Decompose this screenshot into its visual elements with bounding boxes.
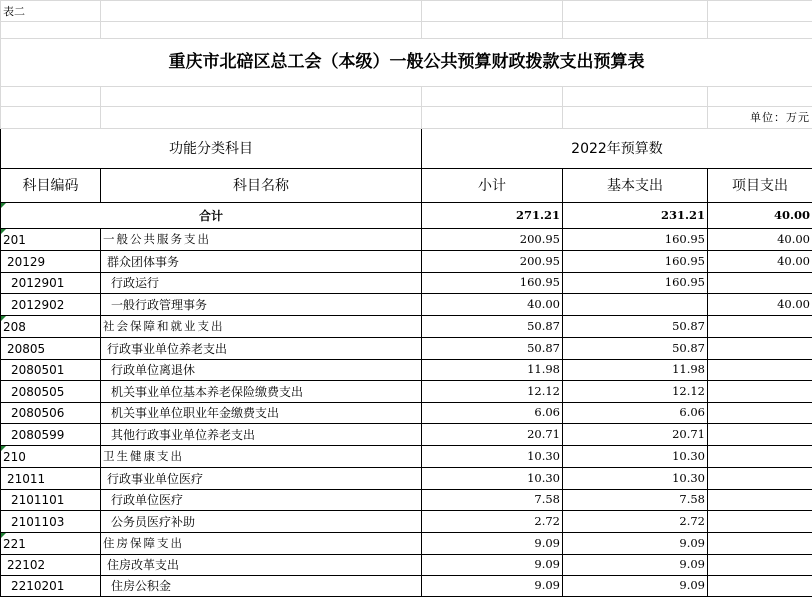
- sheet-label-row: [1, 1, 812, 22]
- row-basic[interactable]: 6.06: [563, 403, 708, 424]
- row-project[interactable]: [708, 338, 812, 360]
- row-name[interactable]: 其他行政事业单位养老支出: [101, 424, 422, 446]
- row-project[interactable]: [708, 576, 812, 597]
- row-subtotal[interactable]: 6.06: [422, 403, 563, 424]
- row-basic[interactable]: 10.30: [563, 468, 708, 490]
- row-code[interactable]: 2080599: [1, 424, 101, 446]
- row-code[interactable]: 20805: [1, 338, 101, 360]
- row-name[interactable]: 一般行政管理事务: [101, 294, 422, 316]
- row-basic[interactable]: 9.09: [563, 555, 708, 576]
- total-basic[interactable]: 231.21: [563, 203, 708, 229]
- header-code[interactable]: 科目编码: [1, 169, 101, 203]
- header-subtotal[interactable]: 小计: [422, 169, 563, 203]
- header-basic[interactable]: 基本支出: [563, 169, 708, 203]
- row-code[interactable]: 2101103: [1, 511, 101, 533]
- table-row: [1, 316, 812, 338]
- row-name[interactable]: 行政运行: [101, 273, 422, 294]
- row-basic[interactable]: 9.09: [563, 576, 708, 597]
- row-basic[interactable]: 50.87: [563, 338, 708, 360]
- row-basic[interactable]: 12.12: [563, 381, 708, 403]
- row-name[interactable]: 行政事业单位养老支出: [101, 338, 422, 360]
- table-row: [1, 511, 812, 533]
- row-basic[interactable]: 2.72: [563, 511, 708, 533]
- row-subtotal[interactable]: 20.71: [422, 424, 563, 446]
- row-subtotal[interactable]: 12.12: [422, 381, 563, 403]
- row-subtotal[interactable]: 200.95: [422, 251, 563, 273]
- row-subtotal[interactable]: 2.72: [422, 511, 563, 533]
- row-subtotal[interactable]: 9.09: [422, 576, 563, 597]
- row-code[interactable]: 208: [1, 316, 101, 338]
- table-row: [1, 294, 812, 316]
- row-name[interactable]: 住房保障支出: [101, 533, 422, 555]
- table-row: [1, 251, 812, 273]
- row-code[interactable]: 2080505: [1, 381, 101, 403]
- row-project[interactable]: 40.00: [708, 294, 812, 316]
- row-subtotal[interactable]: 160.95: [422, 273, 563, 294]
- row-name[interactable]: 住房公积金: [101, 576, 422, 597]
- row-basic[interactable]: 10.30: [563, 446, 708, 468]
- unit-label[interactable]: 单位：万元: [708, 107, 812, 129]
- row-basic[interactable]: 20.71: [563, 424, 708, 446]
- row-name[interactable]: 行政单位离退休: [101, 360, 422, 381]
- total-project[interactable]: 40.00: [708, 203, 812, 229]
- header-project[interactable]: 项目支出: [708, 169, 812, 203]
- header-budget-group[interactable]: 2022年预算数: [422, 129, 812, 169]
- row-name[interactable]: 公务员医疗补助: [101, 511, 422, 533]
- header-func-group[interactable]: 功能分类科目: [1, 129, 422, 169]
- row-project[interactable]: [708, 490, 812, 511]
- table-row: [1, 338, 812, 360]
- row-subtotal[interactable]: 9.09: [422, 533, 563, 555]
- row-project[interactable]: [708, 360, 812, 381]
- row-basic[interactable]: 11.98: [563, 360, 708, 381]
- row-project[interactable]: [708, 533, 812, 555]
- header-row-2: [1, 169, 812, 203]
- row-code[interactable]: 221: [1, 533, 101, 555]
- table-row: [1, 468, 812, 490]
- table-row: [1, 424, 812, 446]
- row-subtotal[interactable]: 10.30: [422, 468, 563, 490]
- row-project[interactable]: [708, 381, 812, 403]
- row-subtotal[interactable]: 200.95: [422, 229, 563, 251]
- total-row: [1, 203, 812, 229]
- row-subtotal[interactable]: 50.87: [422, 338, 563, 360]
- header-row-1: [1, 129, 812, 169]
- row-code[interactable]: 201: [1, 229, 101, 251]
- row-code[interactable]: 20129: [1, 251, 101, 273]
- row-subtotal[interactable]: 40.00: [422, 294, 563, 316]
- row-name[interactable]: 行政事业单位医疗: [101, 468, 422, 490]
- row-code[interactable]: 2080501: [1, 360, 101, 381]
- title-row: [1, 39, 812, 87]
- row-project[interactable]: 40.00: [708, 229, 812, 251]
- row-code[interactable]: 2012901: [1, 273, 101, 294]
- row-subtotal[interactable]: 7.58: [422, 490, 563, 511]
- row-code[interactable]: 2012902: [1, 294, 101, 316]
- row-basic[interactable]: 9.09: [563, 533, 708, 555]
- table-row: [1, 533, 812, 555]
- row-project[interactable]: [708, 273, 812, 294]
- unit-row: [1, 107, 812, 129]
- row-name[interactable]: 行政单位医疗: [101, 490, 422, 511]
- row-project[interactable]: [708, 403, 812, 424]
- total-label[interactable]: 合计: [1, 203, 422, 229]
- row-code[interactable]: 2101101: [1, 490, 101, 511]
- sheet-label[interactable]: 表二: [1, 1, 101, 22]
- table-row: [1, 360, 812, 381]
- row-subtotal[interactable]: 11.98: [422, 360, 563, 381]
- row-basic[interactable]: 50.87: [563, 316, 708, 338]
- table-row: [1, 403, 812, 424]
- row-basic[interactable]: 160.95: [563, 273, 708, 294]
- row-basic[interactable]: 7.58: [563, 490, 708, 511]
- row-project[interactable]: 40.00: [708, 251, 812, 273]
- table-row: [1, 273, 812, 294]
- table-row: [1, 576, 812, 597]
- row-subtotal[interactable]: 50.87: [422, 316, 563, 338]
- table-row: [1, 490, 812, 511]
- row-project[interactable]: [708, 468, 812, 490]
- row-basic[interactable]: 160.95: [563, 251, 708, 273]
- row-project[interactable]: [708, 316, 812, 338]
- row-code[interactable]: 22102: [1, 555, 101, 576]
- row-name[interactable]: 卫生健康支出: [101, 446, 422, 468]
- row-project[interactable]: [708, 511, 812, 533]
- row-code[interactable]: 2210201: [1, 576, 101, 597]
- row-basic[interactable]: [563, 294, 708, 316]
- row-name[interactable]: 机关事业单位基本养老保险缴费支出: [101, 381, 422, 403]
- total-subtotal[interactable]: 271.21: [422, 203, 563, 229]
- row-basic[interactable]: 160.95: [563, 229, 708, 251]
- row-code[interactable]: 2080506: [1, 403, 101, 424]
- row-project[interactable]: [708, 424, 812, 446]
- row-name[interactable]: 住房改革支出: [101, 555, 422, 576]
- row-project[interactable]: [708, 446, 812, 468]
- row-name[interactable]: 群众团体事务: [101, 251, 422, 273]
- page-title[interactable]: 重庆市北碚区总工会（本级）一般公共预算财政拨款支出预算表: [1, 39, 812, 87]
- row-subtotal[interactable]: 9.09: [422, 555, 563, 576]
- row-code[interactable]: 21011: [1, 468, 101, 490]
- row-project[interactable]: [708, 555, 812, 576]
- header-name[interactable]: 科目名称: [101, 169, 422, 203]
- row-code[interactable]: 210: [1, 446, 101, 468]
- table-row: [1, 446, 812, 468]
- row-name[interactable]: 机关事业单位职业年金缴费支出: [101, 403, 422, 424]
- table-row: [1, 381, 812, 403]
- row-subtotal[interactable]: 10.30: [422, 446, 563, 468]
- table-row: [1, 555, 812, 576]
- row-name[interactable]: 社会保障和就业支出: [101, 316, 422, 338]
- row-name[interactable]: 一般公共服务支出: [101, 229, 422, 251]
- table-row: [1, 229, 812, 251]
